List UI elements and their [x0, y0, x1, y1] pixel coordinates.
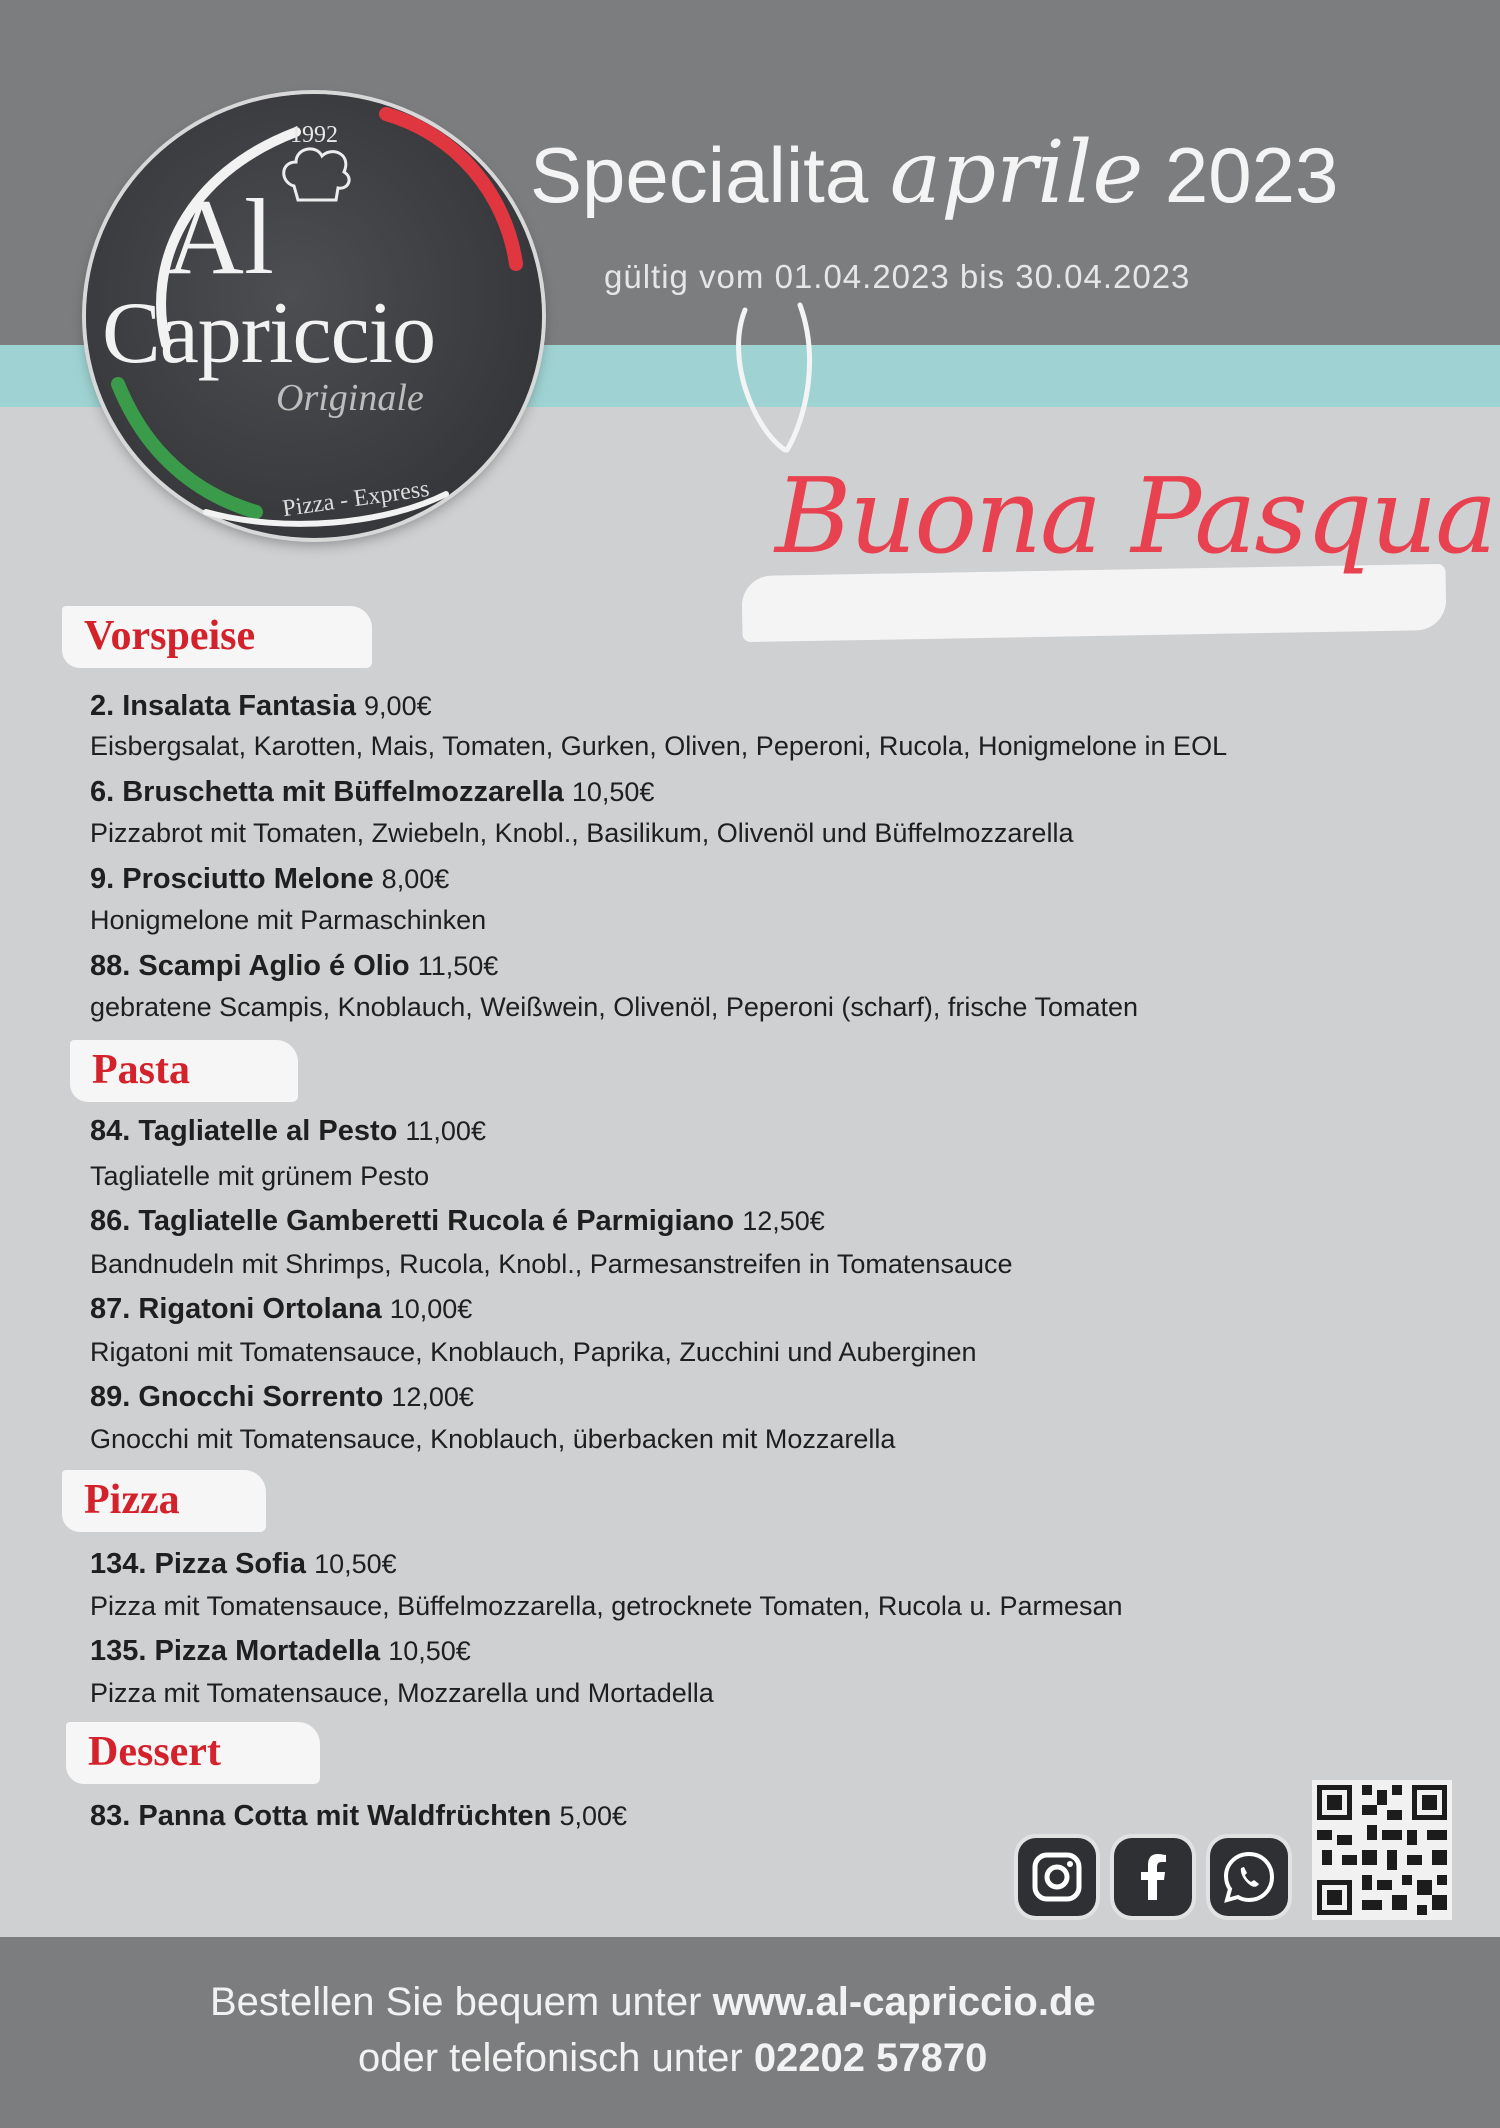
- menu-item-title: 88. Scampi Aglio é Olio 11,50€: [90, 950, 499, 982]
- menu-item-title: 135. Pizza Mortadella 10,50€: [90, 1635, 471, 1667]
- item-price: 10,50€: [388, 1636, 471, 1666]
- section-title: Vorspeise: [84, 613, 256, 659]
- menu-item-description: Tagliatelle mit grünem Pesto: [90, 1161, 430, 1191]
- menu-item-description: Pizzabrot mit Tomaten, Zwiebeln, Knobl., Basilikum, Olivenöl und Büffelmozzarella: [90, 818, 1074, 848]
- menu-item-description: Eisbergsalat, Karotten, Mais, Tomaten, Gurken, Oliven, Peperoni, Rucola, Honigmelone in EOL: [90, 731, 1228, 761]
- website-link[interactable]: www.al-capriccio.de: [712, 1980, 1096, 2024]
- facebook-glyph-icon: [1114, 1838, 1192, 1916]
- menu-item-title: 134. Pizza Sofia 10,50€: [90, 1548, 397, 1580]
- validity-period: gültig vom 01.04.2023 bis 30.04.2023: [604, 258, 1191, 295]
- section-title: Pasta: [92, 1047, 190, 1093]
- footer-band: [0, 1937, 1500, 2128]
- item-price: 10,00€: [389, 1294, 473, 1324]
- menu-item-description: Honigmelone mit Parmaschinken: [90, 905, 487, 935]
- menu-item-title: 86. Tagliatelle Gamberetti Rucola é Parmigiano 12,50€: [90, 1205, 825, 1237]
- section-heading-vorspeise: [62, 606, 372, 668]
- footer-phone-line: oder telefonisch unter 02202 57870: [358, 2036, 988, 2080]
- whatsapp-glyph-icon: [1210, 1838, 1288, 1916]
- bunny-ears-icon: [725, 300, 835, 460]
- item-price: 10,50€: [314, 1549, 397, 1579]
- menu-item-title: 2. Insalata Fantasia 9,00€: [90, 690, 432, 722]
- item-price: 5,00€: [559, 1801, 628, 1831]
- item-price: 8,00€: [381, 864, 450, 894]
- page-title: [530, 123, 1339, 223]
- menu-item-description: Pizza mit Tomatensauce, Büffelmozzarella, getrocknete Tomaten, Rucola u. Parmesan: [90, 1591, 1123, 1621]
- menu-item-description: Gnocchi mit Tomatensauce, Knoblauch, überbacken mit Mozzarella: [90, 1424, 896, 1454]
- section-heading-dessert: [66, 1722, 320, 1784]
- item-price: 12,50€: [742, 1206, 825, 1236]
- item-price: 9,00€: [364, 691, 432, 721]
- easter-greeting: Buona Pasqua: [775, 455, 1496, 577]
- whatsapp-icon[interactable]: [1210, 1838, 1288, 1916]
- title-month: aprile: [889, 123, 1144, 223]
- item-price: 11,50€: [417, 951, 499, 981]
- section-heading-pizza: [62, 1470, 266, 1532]
- menu-item-title: 6. Bruschetta mit Büffelmozzarella 10,50€: [90, 776, 655, 808]
- menu-item-title: 9. Prosciutto Melone 8,00€: [90, 863, 450, 895]
- title-prefix: Specialita: [530, 131, 869, 219]
- menu-item-description: Bandnudeln mit Shrimps, Rucola, Knobl., Parmesanstreifen in Tomatensauce: [90, 1249, 1013, 1279]
- facebook-icon[interactable]: [1114, 1838, 1192, 1916]
- menu-item-title: 83. Panna Cotta mit Waldfrüchten 5,00€: [90, 1800, 628, 1832]
- logo-name-al: Al: [166, 178, 274, 297]
- menu-item-title: 84. Tagliatelle al Pesto 11,00€: [90, 1115, 486, 1147]
- phone-number[interactable]: 02202 57870: [753, 2036, 988, 2080]
- section-heading-pasta: [70, 1040, 298, 1102]
- menu-item-description: Pizza mit Tomatensauce, Mozzarella und Mortadella: [90, 1678, 714, 1708]
- logo-tagline: Originale: [276, 377, 424, 419]
- item-price: 12,00€: [391, 1382, 474, 1412]
- menu-item-title: 87. Rigatoni Ortolana 10,00€: [90, 1293, 473, 1325]
- section-title: Dessert: [88, 1729, 221, 1775]
- logo-name-capriccio: Capriccio: [102, 285, 436, 382]
- logo-subline: Pizza - Express: [280, 475, 431, 523]
- footer-order-line: Bestellen Sie bequem unter www.al-capriccio.de: [210, 1980, 1096, 2024]
- section-title: Pizza: [84, 1477, 180, 1523]
- instagram-glyph-icon: [1018, 1838, 1096, 1916]
- menu-item-title: 89. Gnocchi Sorrento 12,00€: [90, 1381, 474, 1413]
- instagram-icon[interactable]: [1018, 1838, 1096, 1916]
- qr-code-pattern: [1312, 1780, 1452, 1920]
- restaurant-logo: [86, 94, 542, 538]
- item-price: 10,50€: [571, 777, 655, 807]
- item-price: 11,00€: [405, 1116, 486, 1146]
- title-year: 2023: [1164, 131, 1339, 219]
- chef-hat-icon: [276, 142, 356, 204]
- logo-year: 1992: [290, 122, 338, 148]
- menu-item-description: gebratene Scampis, Knoblauch, Weißwein, Olivenöl, Peperoni (scharf), frische Tomaten: [90, 992, 1139, 1022]
- menu-item-description: Rigatoni mit Tomatensauce, Knoblauch, Paprika, Zucchini und Auberginen: [90, 1337, 977, 1367]
- qr-code-icon[interactable]: [1312, 1780, 1452, 1920]
